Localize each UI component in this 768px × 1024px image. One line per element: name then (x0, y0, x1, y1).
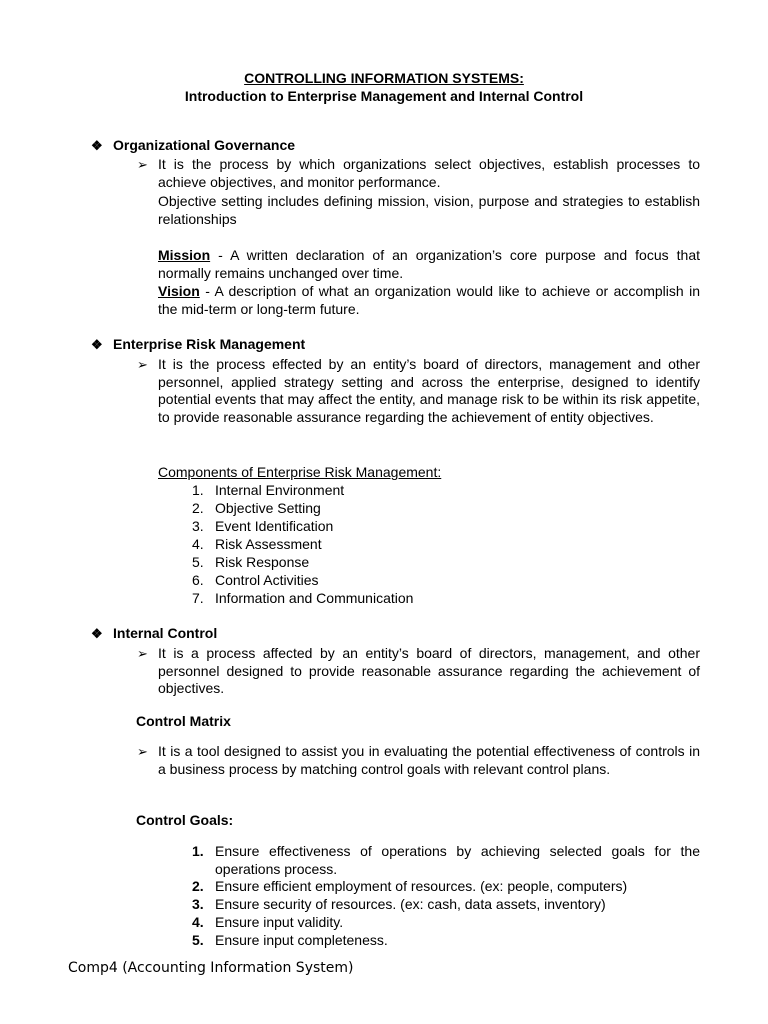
arrow-bullet-icon: ➢ (137, 157, 148, 172)
erm-definition: It is the process effected by an entity’s board of directors, management and other personnel, applied strategy setting and across the enterprise, designed to identify potential events that may affect the entity, and manage risk to be within its risk appetite, to provide reasonable assurance regarding the achievement of entity objectives. (158, 356, 700, 425)
erm-components-label: Components of Enterprise Risk Management: (158, 464, 442, 480)
section-heading-governance: ❖ Organizational Governance (91, 137, 296, 153)
vision-definition: Vision - A description of what an organization would like to achieve or accomplish in the mid-term or long-term future. (158, 283, 700, 317)
control-matrix-definition: It is a tool designed to assist you in evaluating the potential effectiveness of controls in a business process by matching control goals with relevant control plans. (158, 743, 700, 777)
list-item: 2. Ensure efficient employment of resources. (ex: people, computers) (192, 878, 628, 894)
list-item: 5. Risk Response (192, 554, 310, 570)
governance-objective-setting: Objective setting includes defining mission, vision, purpose and strategies to establish relationships (158, 193, 700, 227)
list-item: 1. Ensure effectiveness of operations by achieving selected goals for the operations process. (192, 843, 700, 877)
diamond-bullet-icon: ❖ (91, 626, 103, 641)
diamond-bullet-icon: ❖ (91, 337, 103, 352)
mission-term: Mission (158, 247, 211, 263)
section-heading-internal-control: ❖ Internal Control (91, 625, 218, 641)
list-item: 2. Objective Setting (192, 500, 321, 516)
diamond-bullet-icon: ❖ (91, 138, 103, 153)
arrow-bullet-icon: ➢ (137, 357, 148, 372)
arrow-bullet-icon: ➢ (137, 744, 148, 759)
list-item: 5. Ensure input completeness. (192, 932, 388, 948)
list-item: 4. Risk Assessment (192, 536, 322, 552)
section-heading-erm: ❖ Enterprise Risk Management (91, 336, 306, 352)
arrow-bullet-icon: ➢ (137, 646, 148, 661)
list-item: 3. Ensure security of resources. (ex: cash, data assets, inventory) (192, 896, 606, 912)
document-subtitle: Introduction to Enterprise Management and Internal Control (184, 88, 584, 104)
vision-term: Vision (158, 283, 200, 299)
list-item: 6. Control Activities (192, 572, 319, 588)
page-footer: Comp4 (Accounting Information System) (68, 960, 354, 976)
governance-definition: It is the process by which organizations select objectives, establish processes to achieve objectives, and monitor performance. (158, 156, 700, 190)
control-matrix-heading: Control Matrix (136, 713, 231, 729)
internal-control-definition: It is a process affected by an entity’s board of directors, management, and other personnel designed to provide reasonable assurance regarding the achievement of objectives. (158, 645, 700, 697)
list-item: 7. Information and Communication (192, 590, 414, 606)
list-item: 1. Internal Environment (192, 482, 345, 498)
list-item: 3. Event Identification (192, 518, 334, 534)
mission-definition: Mission - A written declaration of an organization’s core purpose and focus that normally remains unchanged over time. (158, 247, 700, 281)
document-title: CONTROLLING INFORMATION SYSTEMS: (244, 70, 524, 86)
list-item: 4. Ensure input validity. (192, 914, 344, 930)
control-goals-heading: Control Goals: (136, 812, 234, 828)
